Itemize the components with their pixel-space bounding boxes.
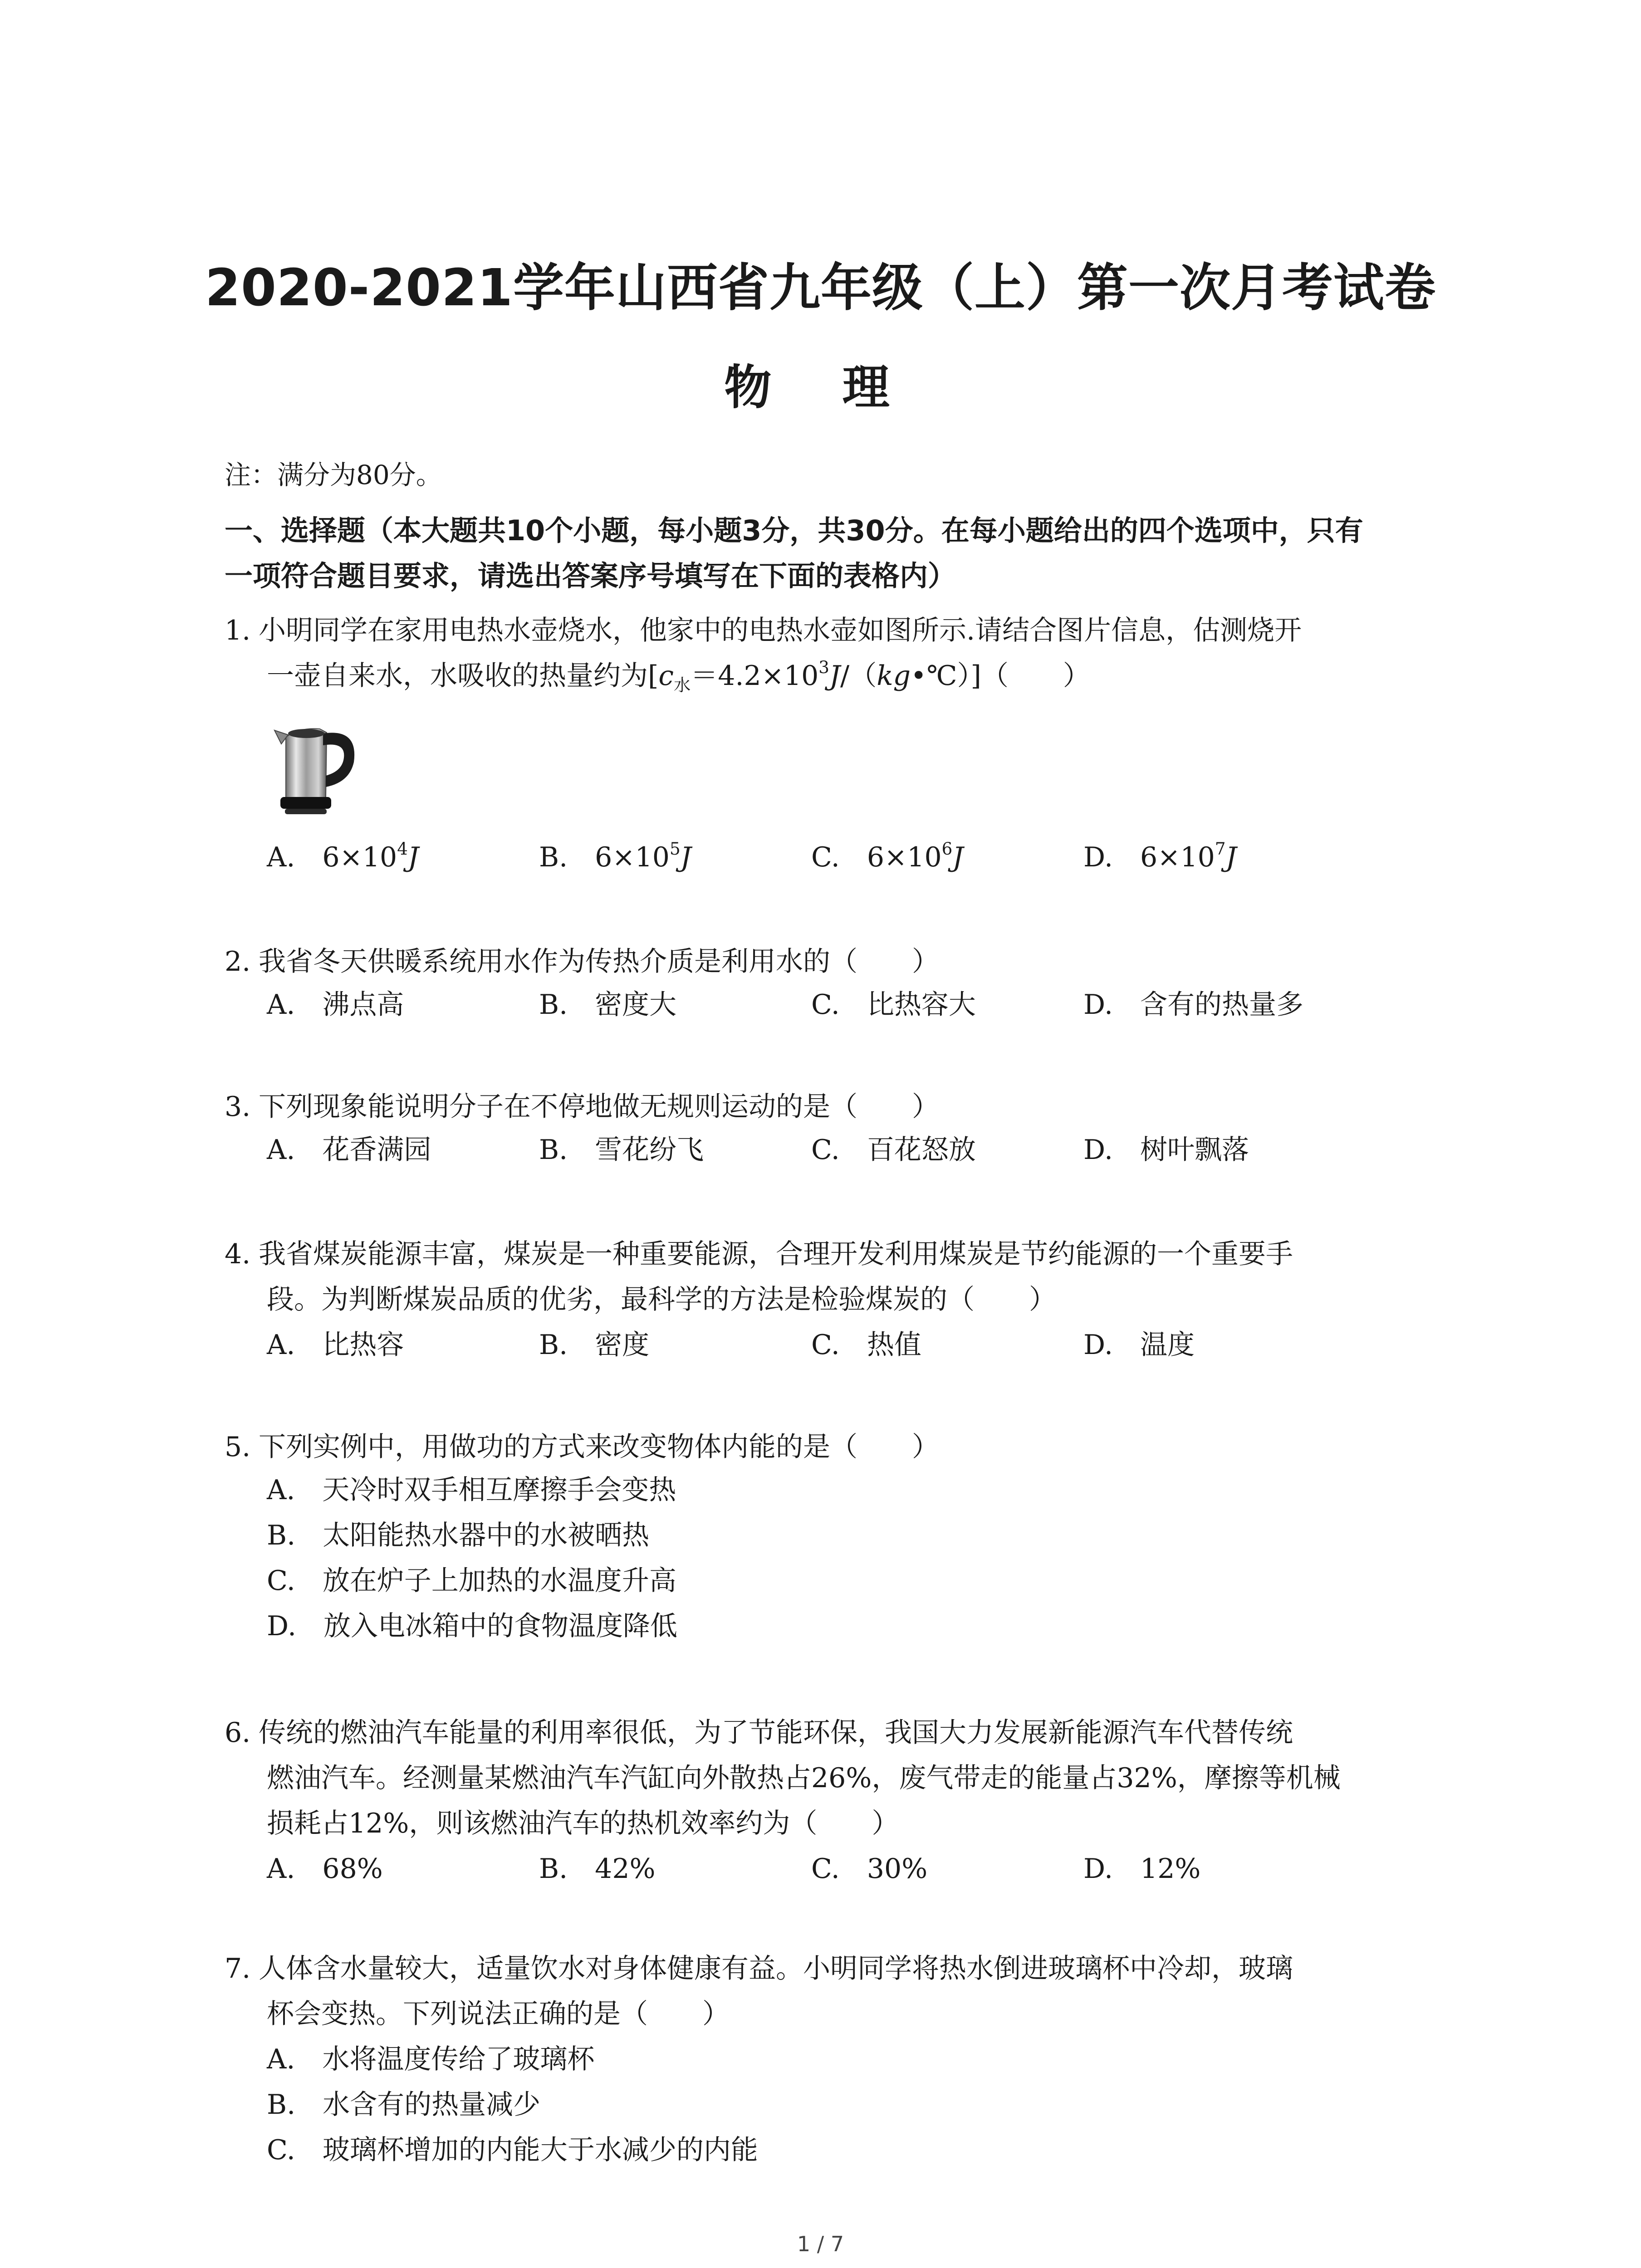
option-c[interactable]: C. 放在炉子上加热的水温度升高 (267, 1565, 676, 1597)
option-d[interactable]: D. 树叶飘落 (1083, 1134, 1249, 1166)
question-5-options (267, 1467, 677, 1649)
question-text-line2: 杯会变热。下列说法正确的是（ ） (267, 1998, 730, 2030)
question-2 (225, 939, 1459, 984)
option-c[interactable]: C. 30% (811, 1853, 928, 1885)
question-number: 6. (225, 1717, 251, 1749)
option-a[interactable]: A. 沸点高 (267, 989, 404, 1021)
question-text-line2: 段。为判断煤炭品质的优劣，最科学的方法是检验煤炭的（ ） (267, 1284, 1056, 1315)
score-note: 注：满分为80分。 (225, 459, 442, 490)
option-a[interactable]: A. 花香满园 (267, 1134, 431, 1166)
question-text: 我省冬天供暖系统用水作为传热介质是利用水的（ ） (259, 946, 939, 978)
question-number: 4. (225, 1238, 251, 1270)
option-b[interactable]: B. $6\times 10^5J$ (539, 838, 691, 873)
option-c[interactable]: C. 比热容大 (811, 989, 976, 1021)
question-5 (225, 1424, 1459, 1470)
option-a[interactable]: A. 天冷时双手相互摩擦手会变热 (267, 1474, 676, 1506)
option-d[interactable]: D. 12% (1083, 1853, 1201, 1885)
option-d[interactable]: D. 放入电冰箱中的食物温度降低 (267, 1610, 678, 1642)
page-number: 1 / 7 (797, 2232, 844, 2256)
option-c[interactable]: C. 百花怒放 (811, 1134, 976, 1166)
subject-title: 物 理 (724, 360, 917, 415)
section-heading-line2: 一项符合题目要求，请选出答案序号填写在下面的表格内） (225, 559, 956, 592)
question-text: 下列实例中，用做功的方式来改变物体内能的是（ ） (259, 1431, 939, 1463)
question-text-line1: 传统的燃油汽车能量的利用率很低，为了节能环保，我国大力发展新能源汽车代替传统 (259, 1717, 1293, 1749)
option-c[interactable]: C. 玻璃杯增加的内能大于水减少的内能 (267, 2134, 758, 2166)
option-d[interactable]: D. 温度 (1083, 1329, 1195, 1361)
option-d[interactable]: D. 含有的热量多 (1083, 989, 1304, 1021)
question-text-line3: 损耗占12%，则该燃油汽车的热机效率约为（ ） (267, 1808, 899, 1839)
option-c[interactable]: C. $6\times 10^6J$ (811, 838, 964, 873)
option-b[interactable]: B. 水含有的热量减少 (267, 2089, 541, 2121)
option-b[interactable]: B. 密度 (539, 1329, 650, 1361)
question-6 (225, 1710, 1459, 1846)
page-title: 2020-2021学年山西省九年级（上）第一次月考试卷 (205, 259, 1436, 318)
option-c[interactable]: C. 热值 (811, 1329, 921, 1361)
question-text-line2: 一壶自来水，水吸收的热量约为$[c_水=4.2\times 10^3J/(kg•℃)]$（ ） (267, 657, 1090, 695)
question-text: 下列现象能说明分子在不停地做无规则运动的是（ ） (259, 1091, 939, 1123)
option-d[interactable]: D. $6\times 10^7J$ (1083, 838, 1237, 873)
question-7-options (267, 2037, 758, 2173)
question-text-line2: 燃油汽车。经测量某燃油汽车汽缸向外散热占26%，废气带走的能量占32%，摩擦等机械 (267, 1762, 1341, 1794)
question-1 (225, 608, 1459, 699)
section-heading (225, 508, 1450, 599)
question-text-line1: 我省煤炭能源丰富，煤炭是一种重要能源，合理开发利用煤炭是节约能源的一个重要手 (259, 1238, 1293, 1270)
option-a[interactable]: A. $6\times 10^4J$ (267, 838, 419, 873)
option-b[interactable]: B. 42% (539, 1853, 656, 1885)
question-number: 3. (225, 1091, 251, 1123)
section-heading-line1: 一、选择题（本大题共10个小题，每小题3分，共30分。在每小题给出的四个选项中，只有 (225, 514, 1363, 547)
question-7 (225, 1946, 1459, 2037)
option-a[interactable]: A. 68% (267, 1853, 383, 1885)
question-3 (225, 1084, 1459, 1129)
question-text-line1: 人体含水量较大，适量饮水对身体健康有益。小明同学将热水倒进玻璃杯中冷却，玻璃 (259, 1953, 1293, 1984)
question-number: 1. (225, 615, 251, 646)
option-b[interactable]: B. 雪花纷飞 (539, 1134, 704, 1166)
question-number: 5. (225, 1431, 251, 1463)
question-number: 7. (225, 1953, 251, 1984)
option-b[interactable]: B. 太阳能热水器中的水被晒热 (267, 1520, 650, 1551)
question-text-line1: 小明同学在家用电热水壶烧水，他家中的电热水壶如图所示.请结合图片信息，估测烧开 (259, 615, 1302, 646)
kettle-image (268, 719, 363, 823)
question-number: 2. (225, 946, 251, 978)
option-a[interactable]: A. 比热容 (267, 1329, 404, 1361)
option-b[interactable]: B. 密度大 (539, 989, 677, 1021)
option-a[interactable]: A. 水将温度传给了玻璃杯 (267, 2043, 595, 2075)
question-4 (225, 1232, 1459, 1322)
